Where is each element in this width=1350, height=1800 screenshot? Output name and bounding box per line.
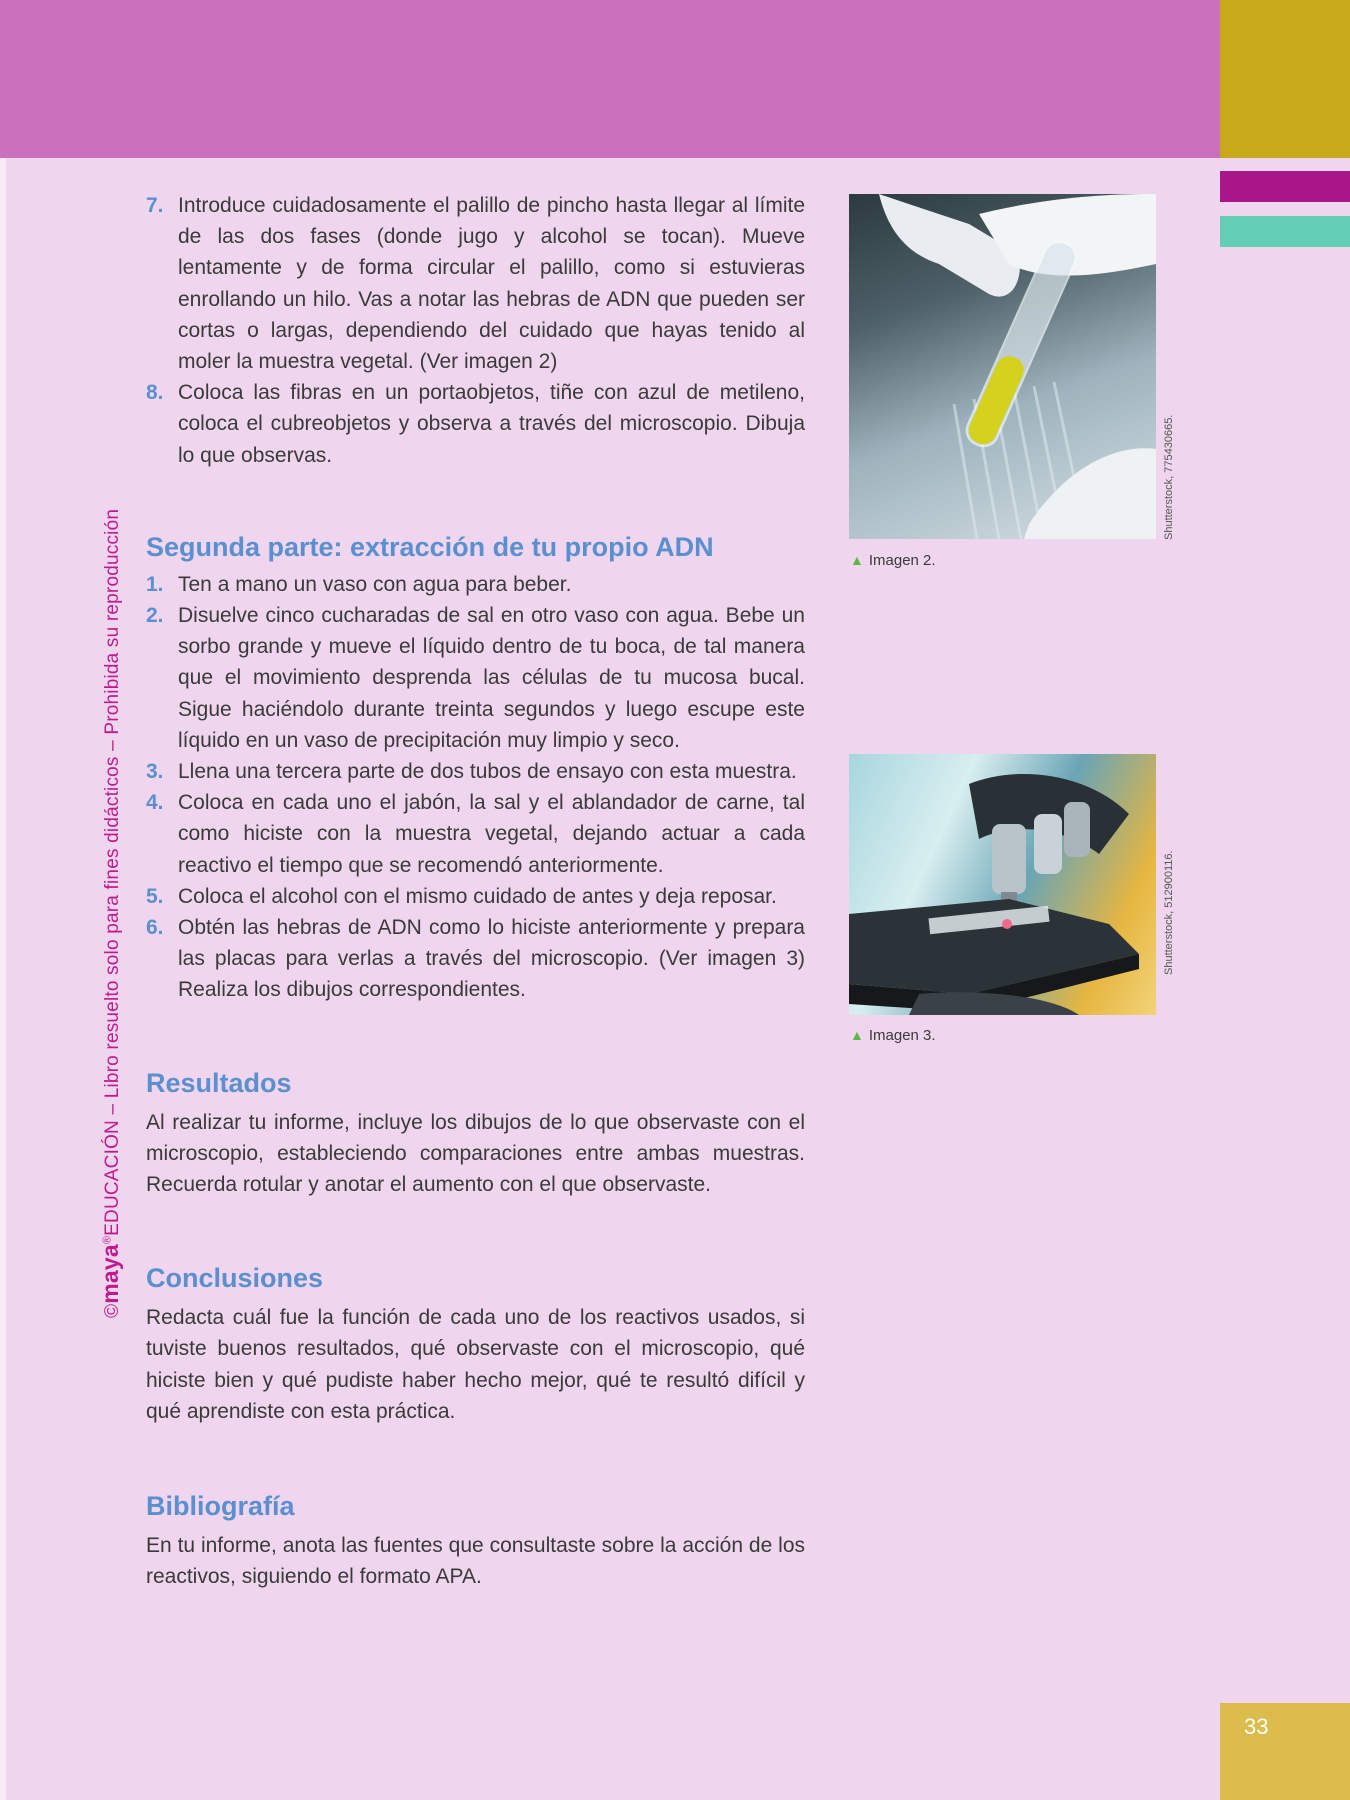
triangle-icon: ▲ bbox=[850, 552, 864, 568]
list-item bbox=[146, 756, 805, 787]
list-item bbox=[146, 377, 805, 471]
bibliografia-text: En tu informe, anota las fuentes que consultaste sobre la acción de los reactivos, siguiendo el formato APA. bbox=[146, 1534, 805, 1589]
step-number: 2. bbox=[146, 604, 164, 628]
test-tube-illustration bbox=[849, 194, 1156, 539]
list-item bbox=[146, 912, 805, 1006]
test-tube-photo bbox=[849, 194, 1156, 539]
second-part-steps bbox=[146, 569, 805, 1006]
section-heading-conclusiones: Conclusiones bbox=[146, 1263, 324, 1294]
section-heading-bibliografia: Bibliografía bbox=[146, 1491, 295, 1522]
image-3-caption-text: Imagen 3. bbox=[868, 1027, 936, 1044]
step-text: Llena una tercera parte de dos tubos de ensayo con esta muestra. bbox=[178, 760, 797, 784]
image-2-credit: Shutterstock, 775430665. bbox=[1163, 414, 1175, 540]
step-number: 6. bbox=[146, 916, 164, 940]
conclusiones-text: Redacta cuál fue la función de cada uno de los reactivos usados, si tuviste buenos resultados, qué observaste con el microscopio, qué hiciste bien y qué pudiste haber hecho mejor, qué te resultó difícil y qué aprendiste con esta práctica. bbox=[146, 1306, 805, 1423]
step-number: 3. bbox=[146, 760, 164, 784]
list-item bbox=[146, 190, 805, 377]
step-text: Coloca en cada uno el jabón, la sal y el ablandador de carne, tal como hiciste con la muestra vegetal, dejando actuar a cada reactivo el tiempo que se recomendó anteriormente. bbox=[178, 791, 805, 877]
page-number: 33 bbox=[1244, 1714, 1269, 1739]
step-number: 5. bbox=[146, 884, 164, 908]
main-content bbox=[146, 190, 805, 1593]
step-number: 8. bbox=[146, 381, 164, 405]
step-text: Obtén las hebras de ADN como lo hiciste anteriormente y prepara las placas para verlas a través del microscopio. (Ver imagen 3) Realiza los dibujos correspondientes. bbox=[178, 916, 805, 1002]
resultados-text: Al realizar tu informe, incluye los dibujos de lo que observaste con el microscopio, estableciendo comparaciones entre ambas muestras. Recuerda rotular y anotar el aumento con el que observaste. bbox=[146, 1110, 805, 1197]
microscope-illustration bbox=[849, 754, 1156, 1015]
header-band bbox=[0, 0, 1220, 158]
step-text: Ten a mano un vaso con agua para beber. bbox=[178, 572, 572, 596]
section-heading-resultados: Resultados bbox=[146, 1067, 292, 1098]
list-item bbox=[146, 881, 805, 912]
copyright-text: EDUCACIÓN – Libro resuelto solo para fines didácticos – Prohibida su reproducción bbox=[102, 508, 123, 1236]
section-heading-segunda-parte: Segunda parte: extracción de tu propio ADN bbox=[146, 531, 714, 562]
step-number: 7. bbox=[146, 194, 164, 217]
section-tab-teal bbox=[1220, 216, 1350, 247]
copyright-symbol: © bbox=[102, 1303, 123, 1318]
section-tab-magenta bbox=[1220, 171, 1350, 202]
copyright-note bbox=[97, 509, 124, 1318]
page-edge bbox=[0, 158, 6, 1800]
first-part-steps bbox=[146, 190, 805, 471]
image-2-caption bbox=[850, 552, 936, 569]
step-text: Coloca las fibras en un portaobjetos, tiñe con azul de metileno, coloca el cubreobjetos y observa a través del microscopio. Dibuja lo que observas. bbox=[178, 381, 805, 467]
list-item bbox=[146, 787, 805, 881]
list-item bbox=[146, 600, 805, 756]
step-text: Introduce cuidadosamente el palillo de pincho hasta llegar al límite de las dos fases (donde jugo y alcohol se tocan). Mueve lentamente y de forma circular el palillo, como si estuvieras enrollando un hilo. Vas a notar las hebras de ADN que pueden ser cortas o largas, dependiendo del cuidado que hayas tenido al moler la muestra vegetal. (Ver imagen 2) bbox=[178, 194, 805, 374]
step-text: Disuelve cinco cucharadas de sal en otro vaso con agua. Bebe un sorbo grande y mueve el líquido dentro de tu boca, de tal manera que el movimiento desprenda las células de tu mucosa bucal. Sigue haciéndolo durante treinta segundos y luego escupe este líquido en un vaso de precipitación muy limpio y seco. bbox=[178, 604, 805, 752]
list-item bbox=[146, 569, 805, 600]
step-number: 4. bbox=[146, 791, 164, 815]
image-3-credit: Shutterstock, 512900116. bbox=[1163, 850, 1175, 975]
microscope-photo bbox=[849, 754, 1156, 1015]
corner-block bbox=[1220, 0, 1350, 158]
step-text: Coloca el alcohol con el mismo cuidado de antes y deja reposar. bbox=[178, 884, 777, 908]
step-number: 1. bbox=[146, 572, 164, 596]
page-number-box bbox=[1220, 1703, 1350, 1800]
image-3-caption bbox=[850, 1027, 936, 1044]
registered-mark: ® bbox=[101, 1235, 114, 1245]
brand-logo: maya bbox=[97, 1244, 123, 1304]
image-2-caption-text: Imagen 2. bbox=[868, 552, 936, 569]
triangle-icon: ▲ bbox=[850, 1027, 864, 1043]
